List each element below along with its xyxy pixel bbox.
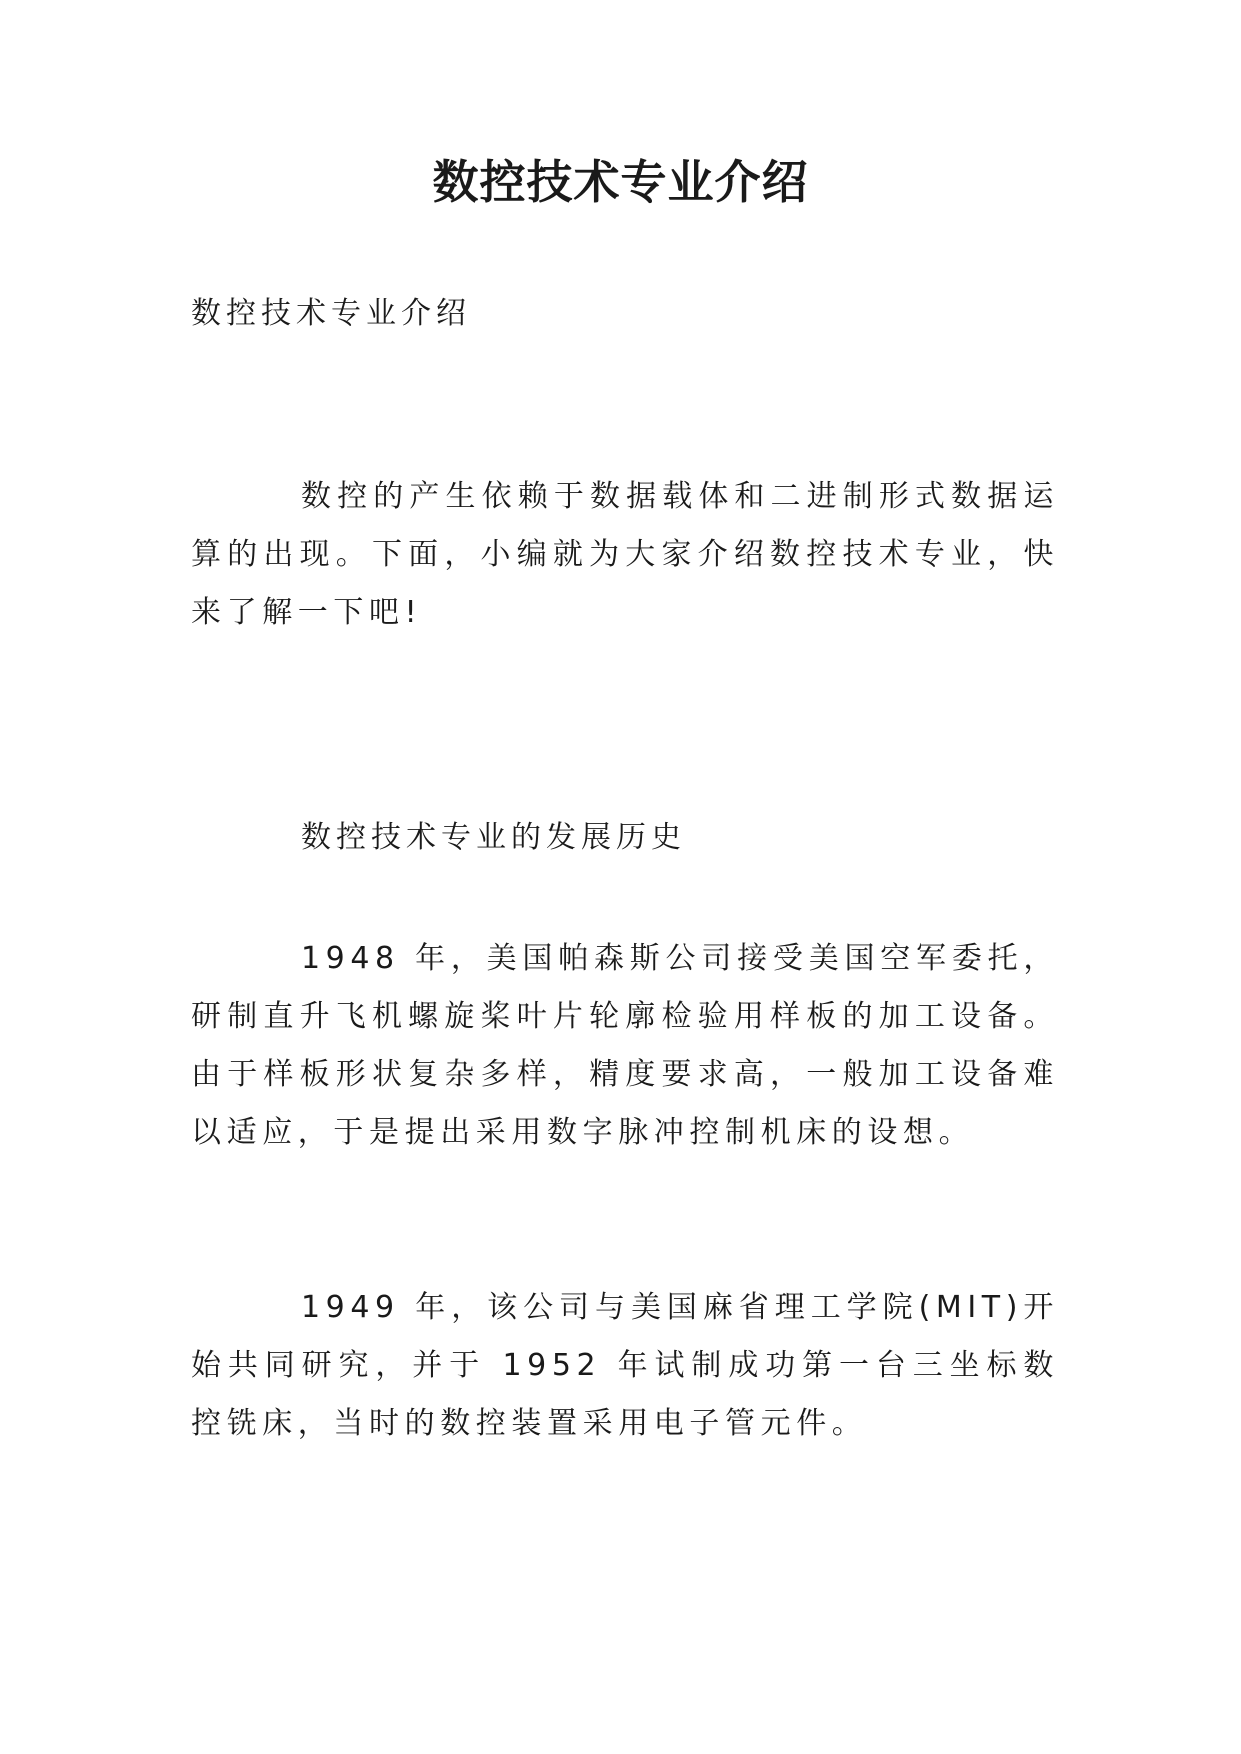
section-heading: 数控技术专业的发展历史	[301, 820, 686, 855]
intro-paragraph: 数控的产生依赖于数据载体和二进制形式数据运算的出现。下面，小编就为大家介绍数控技术专业，快来了解一下吧!	[191, 479, 1059, 630]
history-paragraph-1948: 1948 年，美国帕森斯公司接受美国空军委托，研制直升飞机螺旋桨叶片轮廓检验用样板的加工设备。由于样板形状复杂多样，精度要求高，一般加工设备难以适应，于是提出采用数字脉冲控制机床的设想。	[191, 941, 1059, 1150]
document-subtitle: 数控技术专业介绍	[191, 296, 471, 331]
history-paragraph-1949: 1949 年，该公司与美国麻省理工学院(MIT)开始共同研究，并于 1952 年试制成功第一台三坐标数控铣床，当时的数控装置采用电子管元件。	[191, 1290, 1059, 1441]
document-title: 数控技术专业介绍	[432, 155, 809, 209]
